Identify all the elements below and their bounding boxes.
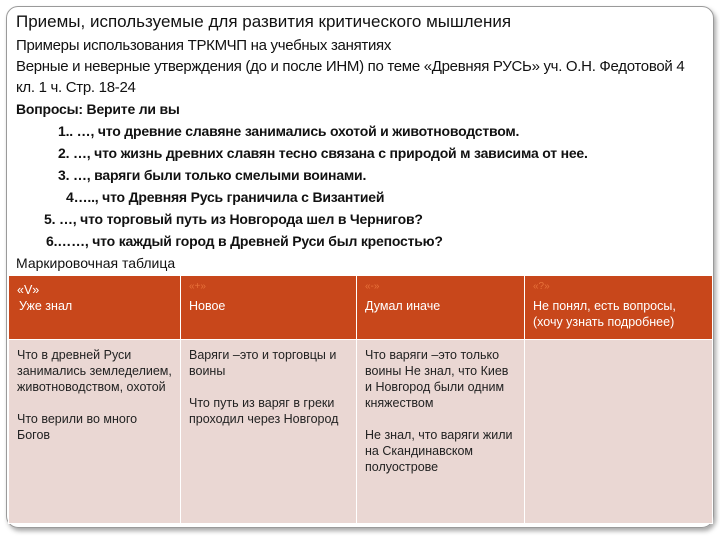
header-mark: «+» <box>189 281 206 292</box>
table-cell <box>181 340 357 524</box>
header-label: Уже знал <box>19 299 73 313</box>
question-item: 1.. …, что древние славяне занимались охотой и животноводством. <box>58 123 520 139</box>
header-new <box>181 276 357 340</box>
cell-text: Что варяги –это только воины Не знал, что Киев и Новгород были одним княжеством <box>365 348 509 410</box>
question-item: 4….., что Древняя Русь граничила с Византией <box>66 189 385 205</box>
cell-text: Что верили во много Богов <box>17 412 138 442</box>
header-mark: «-» <box>365 281 380 292</box>
question-item: 3. …, варяги были только смелыми воинами. <box>58 167 367 183</box>
question-item: 5. …, что торговый путь из Новгорода шел в Чернигов? <box>44 211 423 227</box>
subtitle-line: Примеры использования ТРКМЧП на учебных занятиях <box>16 37 392 54</box>
cell-text: Что путь из варяг в греки проходил через Новгород <box>189 396 339 426</box>
table-header-row <box>9 276 713 340</box>
header-thought-otherwise <box>357 276 525 340</box>
cell-text: Варяги –это и торговцы и воины <box>189 348 337 378</box>
cell-text: Не знал, что варяги жили на Скандинавском полуострове <box>365 428 513 474</box>
header-label: Новое <box>189 299 226 313</box>
header-label: Не понял, есть вопросы, (хочу узнать подробнее) <box>533 299 676 329</box>
topic-line: Верные и неверные утверждения (до и после ИНМ) по теме «Древняя РУСЬ» уч. О.Н. Федотовой 4 <box>16 58 685 75</box>
question-item: 2. …, что жизнь древних славян тесно связана с природой м зависима от нее. <box>58 145 588 161</box>
table-cell <box>525 340 713 524</box>
questions-title: Вопросы: Верите ли вы <box>16 101 180 117</box>
header-mark: «?» <box>533 281 550 292</box>
table-row <box>9 340 713 524</box>
cell-text: Что в древней Руси занимались земледелием, животноводством, охотой <box>17 348 172 394</box>
question-item: 6.……, что каждый город в Древней Руси был крепостью? <box>46 233 443 249</box>
table-cell <box>357 340 525 524</box>
marking-table <box>8 275 713 524</box>
header-mark: «V» <box>17 283 40 297</box>
header-label: Думал иначе <box>365 299 441 313</box>
table-caption: Маркировочная таблица <box>16 255 176 271</box>
topic-line-continued: кл. 1 ч. Стр. 18-24 <box>16 79 136 96</box>
header-questions <box>525 276 713 340</box>
header-known <box>9 276 181 340</box>
slide-title: Приемы, используемые для развития критического мышления <box>16 12 512 31</box>
table-cell <box>9 340 181 524</box>
